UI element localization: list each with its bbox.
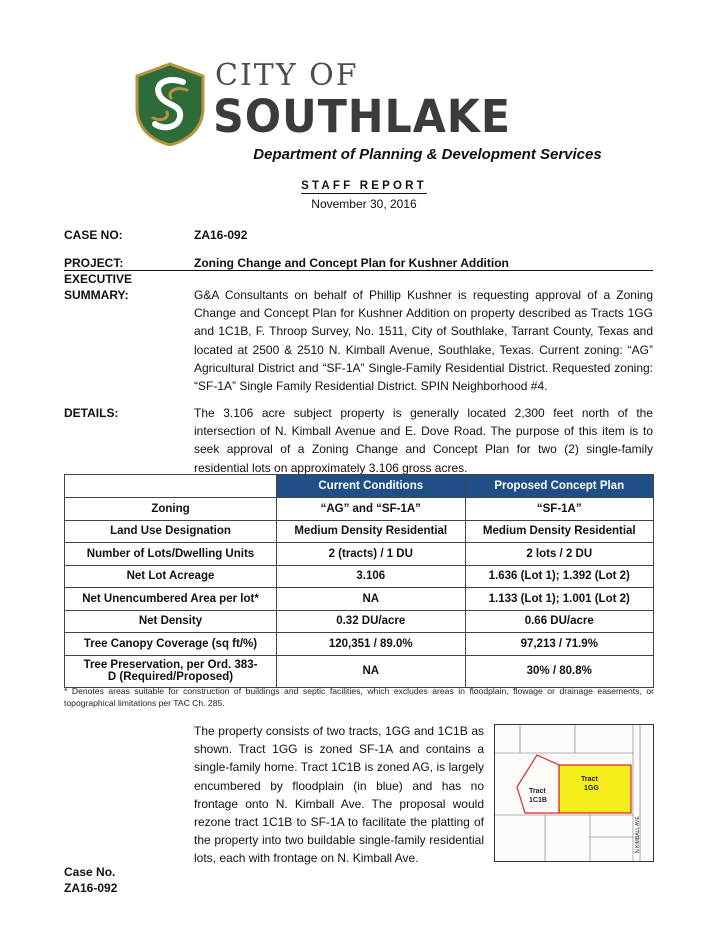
table-header-blank <box>65 475 277 498</box>
row-proposed: 2 lots / 2 DU <box>465 543 654 566</box>
staff-report-title: STAFF REPORT <box>301 180 427 192</box>
row-proposed: Medium Density Residential <box>465 520 654 543</box>
project-title: Zoning Change and Concept Plan for Kushner Addition <box>194 256 509 270</box>
table-row <box>65 610 654 633</box>
details-label: DETAILS: <box>64 406 119 420</box>
conditions-table <box>64 474 654 688</box>
header-proposed-plan: Proposed Concept Plan <box>465 475 654 498</box>
row-label: Net Lot Acreage <box>65 565 277 588</box>
property-map <box>494 724 654 862</box>
row-current: Medium Density Residential <box>277 520 466 543</box>
project-label: PROJECT: <box>64 256 124 270</box>
row-current: 0.32 DU/acre <box>277 610 466 633</box>
row-proposed: 30% / 80.8% <box>465 655 654 687</box>
table-row <box>65 520 654 543</box>
row-label: Net Density <box>65 610 277 633</box>
property-map-graphic <box>495 725 653 861</box>
row-proposed: 1.133 (Lot 1); 1.001 (Lot 2) <box>465 588 654 611</box>
table-row <box>65 588 654 611</box>
row-proposed: 0.66 DU/acre <box>465 610 654 633</box>
row-proposed: 97,213 / 71.9% <box>465 633 654 656</box>
header-current-conditions: Current Conditions <box>277 475 466 498</box>
row-label: Number of Lots/Dwelling Units <box>65 543 277 566</box>
tract-1c1b-label-1: Tract <box>529 788 546 795</box>
report-date: November 30, 2016 <box>311 197 417 211</box>
row-label: Net Unencumbered Area per lot* <box>65 588 277 611</box>
table-row <box>65 543 654 566</box>
footer-case-number: ZA16-092 <box>64 881 118 895</box>
table-footnote: * Denotes areas suitable for construction of buildings and septic facilities, which excludes areas in floodplain, flowage or drainage easements, or topographical limitations per TAC Ch. 285. <box>64 686 654 708</box>
details-text: The 3.106 acre subject property is generally located 2,300 feet north of the intersection of N. Kimball Avenue and E. Dove Road. The purpose of this item is to seek approval of a Zoning Change and Concept Plan for two (2) single-family residential lots on approximately 3.106 gross acres. <box>194 406 653 475</box>
table-row <box>65 633 654 656</box>
footer-case-label: Case No. <box>64 865 116 879</box>
project-divider <box>64 270 653 271</box>
executive-summary-text: G&A Consultants on behalf of Phillip Kushner is requesting approval of a Zoning Change and Concept Plan for Kushner Addition on property described as Tracts 1GG and 1C1B, F. Throop Survey, No. 1511, City of Southlake, Tarrant County, Texas and located at 2500 & 2510 N. Kimball Avenue, Southlake, Texas. Current zoning: “AG” Agricultural District and “SF-1A” Single-Family Residential District. Requested zoning: “SF-1A” Single Family Residential District. SPIN Neighborhood #4. <box>194 288 653 394</box>
footer-case <box>64 864 117 896</box>
row-current: “AG” and “SF-1A” <box>277 498 466 521</box>
tract-1c1b-parcel <box>517 755 559 813</box>
department-heading: Department of Planning & Development Services <box>253 146 602 163</box>
row-proposed: “SF-1A” <box>465 498 654 521</box>
tree-preservation-label-line1: Tree Preservation, per Ord. 383- <box>83 659 258 671</box>
row-current: 3.106 <box>277 565 466 588</box>
logo-southlake-text: SOUTHLAKE <box>213 90 512 143</box>
row-current: NA <box>277 655 466 687</box>
case-number: ZA16-092 <box>194 228 248 242</box>
row-proposed: 1.636 (Lot 1); 1.392 (Lot 2) <box>465 565 654 588</box>
table-row <box>65 565 654 588</box>
tract-1c1b-label-2: 1C1B <box>529 797 547 804</box>
case-label: CASE NO: <box>64 228 123 242</box>
city-seal-icon <box>133 62 207 146</box>
row-label: Tree Canopy Coverage (sq ft/%) <box>65 633 277 656</box>
row-current: 120,351 / 89.0% <box>277 633 466 656</box>
row-label <box>65 655 277 687</box>
tract-1gg-label-2: 1GG <box>584 785 599 792</box>
row-current: NA <box>277 588 466 611</box>
property-description: The property consists of two tracts, 1GG and 1C1B as shown. Tract 1GG is zoned SF-1A and contains a single-family home. Tract 1C1B is zoned AG, is largely encumbered by floodplain (in blue) and has no frontage onto N. Kimball Ave. The proposal would rezone tract 1C1B to SF-1A to facilitate the platting of the property into two buildable single-family residential lots, each with frontage on N. Kimball Ave. <box>194 724 484 866</box>
summary-label-line1: EXECUTIVE <box>64 272 133 286</box>
table-row <box>65 655 654 687</box>
road-label: N KIMBALL AVE <box>635 816 641 853</box>
summary-label-line2: SUMMARY: <box>64 288 129 302</box>
row-current: 2 (tracts) / 1 DU <box>277 543 466 566</box>
table-header-row <box>65 475 654 498</box>
row-label: Zoning <box>65 498 277 521</box>
tract-1gg-label-1: Tract <box>581 776 598 783</box>
city-logo <box>133 58 603 146</box>
row-label: Land Use Designation <box>65 520 277 543</box>
logo-city-text: CITY OF <box>215 58 359 93</box>
table-row <box>65 498 654 521</box>
tree-preservation-label-line2: D (Required/Proposed) <box>107 671 234 683</box>
